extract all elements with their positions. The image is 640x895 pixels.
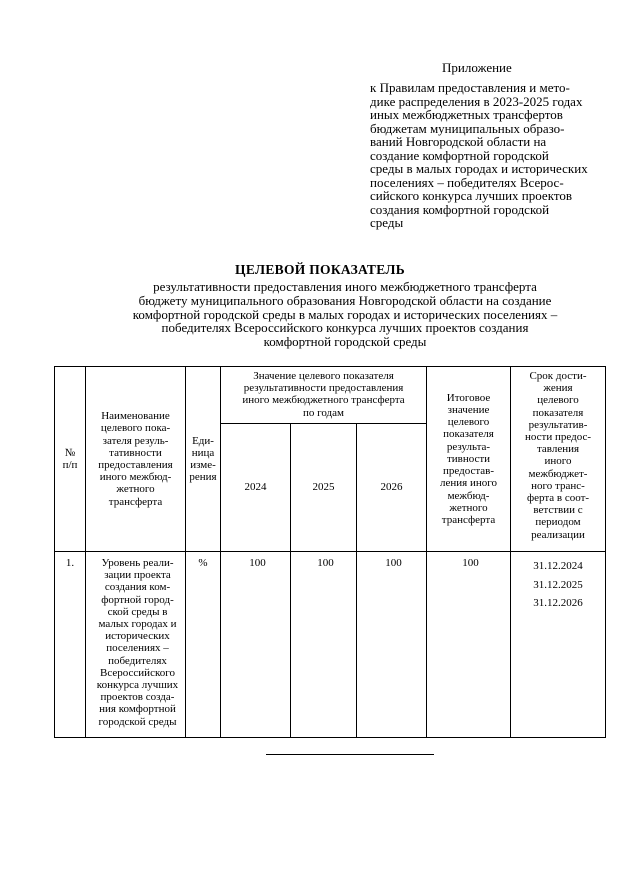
- cell-line: исторических: [105, 630, 170, 643]
- cell-line: проектов созда-: [100, 691, 175, 704]
- appendix-line: ваний Новгородской области на: [370, 134, 547, 149]
- row-value-2026: [357, 552, 427, 738]
- header-line: ница: [191, 446, 215, 459]
- row-indicator-name: [86, 552, 186, 738]
- header-line: предоставления: [98, 459, 173, 471]
- cell-line: малых городах и: [98, 618, 177, 631]
- subheading-line: комфортной городской среды в малых городах и исторических поселениях –: [132, 306, 558, 322]
- header-year-2024: [221, 424, 291, 552]
- row-total-value: [427, 552, 511, 738]
- deadline-date: 31.12.2024: [533, 560, 583, 572]
- header-values-by-year: [221, 367, 427, 424]
- appendix-line: сийского конкурса лучших проектов: [370, 188, 572, 203]
- appendix-line: иных межбюджетных трансфертов: [370, 107, 563, 122]
- appendix-line: поселениях – победителях Всерос-: [370, 174, 564, 190]
- cell-line: победителях: [108, 654, 167, 667]
- deadline-date: 31.12.2026: [533, 597, 583, 609]
- appendix-title: Приложение: [442, 60, 512, 75]
- appendix-line: к Правилам предоставления и мето-: [370, 80, 570, 95]
- header-line: показателя: [532, 406, 584, 419]
- appendix-line: создание комфортной городской: [370, 147, 549, 163]
- appendix-line: дике распределения в 2023-2025 годах: [370, 93, 583, 109]
- header-line: межбюд-: [447, 489, 490, 502]
- header-line: межбюджет-: [528, 467, 588, 480]
- document-subheading: [90, 280, 600, 349]
- header-line: Итоговое: [446, 391, 491, 404]
- header-line: целевого пока-: [100, 422, 171, 435]
- header-line: ности предос-: [524, 431, 592, 444]
- header-line: ного транс-: [531, 479, 585, 492]
- header-unit: [186, 367, 221, 552]
- row-unit: [186, 552, 221, 738]
- header-line: ления иного: [440, 477, 497, 490]
- row-value-2024: [221, 552, 291, 738]
- header-indicator-name: [86, 367, 186, 552]
- appendix-text: [370, 81, 610, 230]
- header-line: по годам: [303, 406, 344, 419]
- header-line: трансферта: [108, 495, 163, 508]
- cell-line: поселениях –: [106, 642, 169, 655]
- cell-line: ния комфортной: [99, 703, 176, 716]
- footer-rule: [266, 754, 434, 755]
- header-line: тавления: [536, 443, 580, 456]
- header-line: рения: [189, 471, 217, 484]
- value-text: 100: [462, 557, 479, 569]
- header-line: ферта в соот-: [526, 492, 590, 505]
- header-year-2025: [291, 424, 357, 552]
- header-line: периодом: [535, 516, 581, 529]
- header-line: Еди-: [192, 434, 214, 447]
- header-year-label: 2024: [244, 481, 267, 494]
- header-line: результа-: [446, 440, 491, 453]
- header-year-2026: [357, 424, 427, 552]
- header-line: п/п: [62, 459, 78, 471]
- appendix-line: создания комфортной городской: [370, 201, 550, 217]
- header-number: [55, 367, 86, 552]
- header-line: Наименование: [101, 410, 170, 423]
- header-line: зателя резуль-: [102, 434, 169, 447]
- value-text: 100: [385, 557, 402, 569]
- header-year-label: 2025: [312, 481, 335, 494]
- header-line: тативности: [109, 446, 162, 459]
- header-line: предостав-: [442, 465, 495, 478]
- header-line: изме-: [190, 459, 216, 471]
- cell-line: ской среды в: [107, 605, 168, 618]
- header-line: жения: [543, 382, 573, 395]
- header-line: иного межбюджетного трансферта: [242, 394, 405, 407]
- cell-line: Всероссийского: [100, 666, 175, 679]
- cell-line: зации проекта: [104, 569, 171, 582]
- header-line: Значение целевого показателя: [253, 370, 394, 382]
- cell-line: городской среды: [98, 715, 177, 728]
- appendix-line: среды: [370, 215, 404, 230]
- indicator-table: [54, 366, 606, 738]
- header-line: целевого: [537, 394, 579, 407]
- subheading-line: комфортной городской среды: [263, 334, 427, 350]
- row-number: [55, 552, 86, 738]
- header-line: жетного: [116, 483, 155, 496]
- header-line: показателя: [443, 428, 494, 441]
- cell-line: фортной город-: [101, 593, 174, 606]
- appendix-line: среды в малых городах и исторических: [370, 161, 588, 176]
- header-line: результатив-: [528, 418, 588, 431]
- header-line: иного: [544, 455, 572, 468]
- cell-line: Уровень реали-: [101, 557, 174, 569]
- header-year-label: 2026: [380, 481, 403, 494]
- header-deadline: [511, 367, 606, 552]
- header-line: значение: [447, 404, 490, 417]
- header-line: реализации: [531, 528, 585, 541]
- row-deadline: [511, 552, 606, 738]
- header-line: жетного: [449, 501, 488, 514]
- header-line: иного межбюд-: [99, 471, 172, 484]
- header-line: №: [64, 446, 76, 459]
- table-row: [55, 552, 606, 738]
- deadline-date: 31.12.2025: [533, 578, 583, 591]
- header-total-value: [427, 367, 511, 552]
- row-unit-text: %: [198, 557, 208, 569]
- value-text: 100: [317, 557, 334, 569]
- header-line: Срок дости-: [529, 370, 587, 382]
- appendix-line: бюджетам муниципальных образо-: [370, 120, 565, 136]
- header-line: целевого: [447, 416, 490, 429]
- header-line: результативности предоставления: [243, 382, 404, 395]
- value-text: 100: [249, 557, 266, 569]
- row-value-2025: [291, 552, 357, 738]
- row-number-text: 1.: [65, 557, 75, 569]
- header-line: трансферта: [441, 513, 496, 526]
- subheading-line: бюджету муниципального образования Новгородской области на создание: [138, 292, 552, 308]
- document-heading: ЦЕЛЕВОЙ ПОКАЗАТЕЛЬ: [235, 262, 405, 277]
- subheading-line: победителях Всероссийского конкурса лучших проектов создания: [161, 320, 529, 336]
- cell-line: конкурса лучших: [96, 679, 179, 692]
- header-line: тивности: [446, 452, 491, 465]
- header-line: ветствии с: [533, 504, 583, 517]
- cell-line: создания ком-: [104, 581, 171, 594]
- subheading-line: результативности предоставления иного межбюджетного трансферта: [153, 279, 537, 294]
